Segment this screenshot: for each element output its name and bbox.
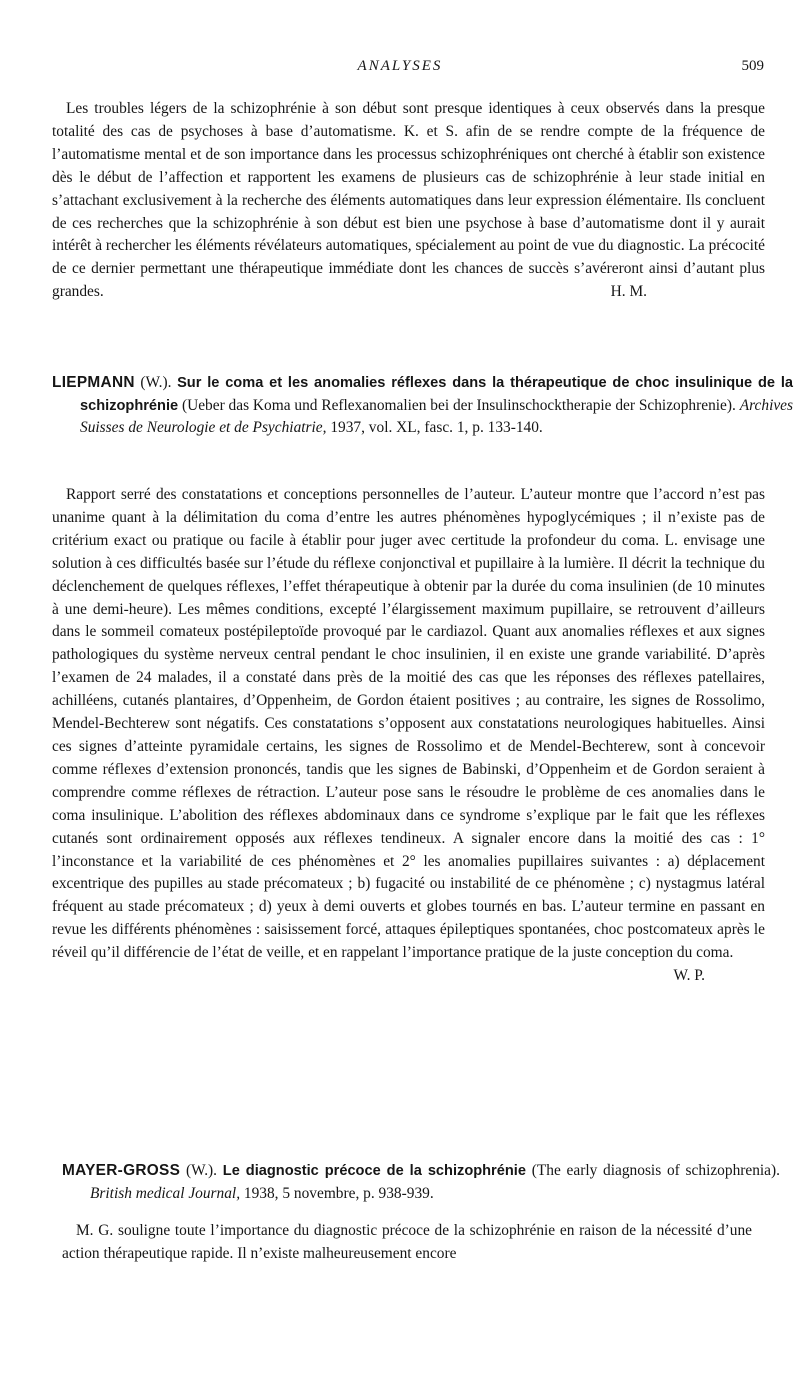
running-title: ANALYSES — [357, 58, 443, 74]
entry-journal: British medical Journal, — [90, 1184, 241, 1202]
paragraph-text: M. G. souligne toute l’importance du diagnostic précoce de la schizophrénie en raison de la nécessité d’une action thérapeutique rapide. Il n’existe malheureusement encore — [62, 1222, 752, 1262]
entry-author-initial: (W.). — [134, 374, 178, 391]
signature: H. M. — [610, 283, 647, 301]
running-head — [0, 58, 800, 82]
entry-citation: 1937, vol. XL, fasc. 1, p. 133-140. — [326, 419, 543, 437]
paragraph-diagnostic-precoce — [62, 1220, 752, 1266]
entry-author-initial: (W.). — [180, 1162, 223, 1179]
entry-heading-liepmann — [52, 372, 793, 440]
entry-title: Le diagnostic précoce de la schizophrénie — [222, 1163, 526, 1179]
entry-journal: Archives Suisses de Neurologie et de Psychiatrie, — [80, 396, 793, 437]
paragraph-text: Rapport serré des constatations et conceptions personnelles de l’auteur. L’auteur montre que l’accord n’est pas unanime quant à la délimitation du coma d’entre les autres phénomènes hypoglycémiques ; il n’existe pas de critérium exact ou pratique ou facile à établir pour juger avec certitude la profondeur du coma. L. envisage une solution à ces difficultés basée sur l’étude du réflexe conjonctival et pupillaire à la lumière. Il décrit la technique du déclenchement de quelques réflexes, l’effet thérapeutique à obtenir par la durée du coma insulinien (de 10 minutes à une demi-heure). Les mêmes conditions, excepté l’élargissement maximum pupillaire, se retrouvent d’ailleurs dans le sommeil comateux postépileptoïde provoqué par le cardiazol. Quant aux anomalies réflexes et aux signes pathologiques du système nerveux central pendant le choc insulinien, il en existe une grande variabilité. D’après l’examen de 24 malades, il a constaté dans près de la moitié des cas que les réponses des réflexes patellaires, achilléens, cutanés plantaires, d’Oppenheim, de Gordon étaient positives ; au contraire, les signes de Rossolimo, Mendel-Bechterew sont négatifs. Ces constatations s’opposent aux constatations neurologiques habituelles. Ainsi ces signes d’atteinte pyramidale certains, les signes de Rossolimo et de Mendel-Bechterew, sont à concevoir comme réflexes d’extension prononcés, tandis que les signes de Babinski, d’Oppenheim et de Gordon seraient à comprendre comme réflexes de rétraction. L’auteur pose sans le résoudre le problème de ces anomalies dans le coma insulinique. L’abolition des réflexes abdominaux dans ce syndrome s’explique par le fait que les réflexes cutanés sont ordinairement opposés aux réflexes tendineux. A signaler encore dans la moitié des cas : 1° l’inconstance et la variabilité de ces phénomènes et 2° les anomalies pupillaires suivantes : a) déplacement excentrique des pupilles au stade précomateux ; b) fugacité ou instabilité de ce phénomène ; c) nystagmus latéral fréquent au stade précomateux ; d) yeux à demi ouverts et globes tournés en bas. L’auteur termine en passant en revue les différents phénomènes : saisissement forcé, attaques épileptiques spontanées, choc postcomateux après le réveil qu’il différencie de l’état de veille, et en rappelant l’importance pratique de la juste conception du coma. — [52, 486, 765, 962]
entry-author: LIEPMANN — [52, 374, 135, 391]
entry-original-title: (Ueber das Koma und Reflexanomalien bei der Insulinschocktherapie der Schizophrenie). — [178, 396, 740, 414]
entry-title: Sur le coma et les anomalies réflexes dans la thérapeutique de choc insulinique de la schizophrénie — [80, 375, 793, 414]
paragraph-automatisme — [52, 98, 765, 304]
entry-original-title: (The early diagnosis of schizophrenia). — [525, 1162, 780, 1179]
entry-author: MAYER-GROSS — [62, 1162, 181, 1179]
paragraph-text: Les troubles légers de la schizophrénie à son début sont presque identiques à ceux observés dans la presque totalité des cas de psychoses à base d’automatisme. K. et S. afin de se rendre compte de la fréquence de l’automatisme mental et de son importance dans les processus schizophréniques ont cherché à établir son existence dès le début de l’affection et rapportent les examens de plusieurs cas de schizophrénie à leur stade initial en s’attachant exclusivement à la recherche des éléments automatiques dans leur expression élémentaire. Ils concluent de ces recherches que la schizophrénie à son début est bien une psychose à base d’automatisme dont il y aurait intérêt à rechercher les éléments révélateurs automatiques, spécialement au point de vue du diagnostic. La précocité de ce dernier permettant une thérapeutique immédiate dont les chances de succès s’avéreront ainsi d’autant plus grandes. — [52, 100, 765, 301]
signature: W. P. — [673, 967, 705, 985]
paragraph-coma-insulinique — [52, 484, 765, 988]
entry-heading-mayer-gross — [62, 1160, 780, 1205]
entry-citation: 1938, 5 novembre, p. 938-939. — [240, 1184, 434, 1202]
page-number: 509 — [741, 58, 764, 74]
